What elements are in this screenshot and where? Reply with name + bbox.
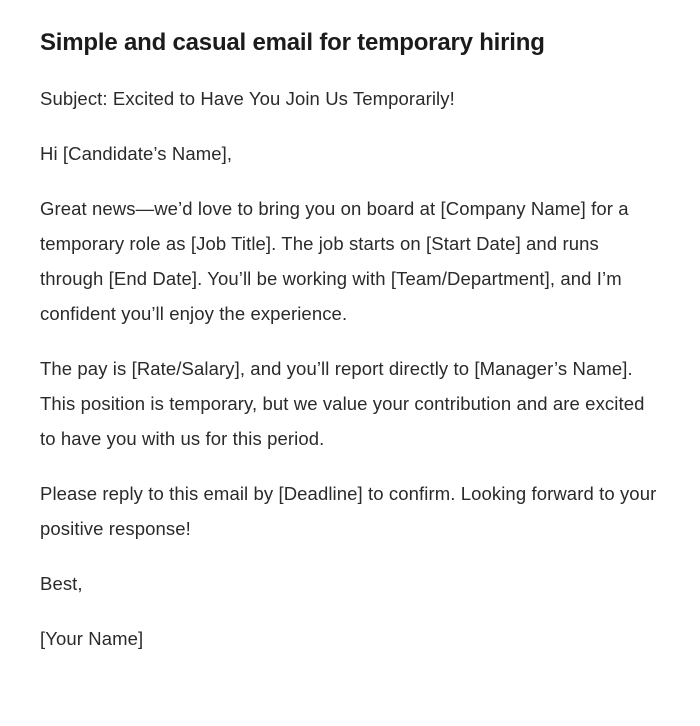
email-closing-paragraph: Please reply to this email by [Deadline] to confirm. Looking forward to your positive response! — [40, 483, 657, 539]
email-signature: [Your Name] — [40, 628, 144, 649]
email-sign-off: Best, — [40, 573, 83, 594]
email-subject-line: Subject: Excited to Have You Join Us Temporarily! — [40, 88, 455, 109]
email-body-paragraph-1: Great news—we’d love to bring you on board at [Company Name] for a temporary role as [Job Title]. The job starts on [Start Date] and runs through [End Date]. You’ll be working with [Team/Department], and I’m confident you’ll enjoy the experience. — [40, 198, 629, 324]
email-body-paragraph-2: The pay is [Rate/Salary], and you’ll report directly to [Manager’s Name]. This position is temporary, but we value your contribution and are excited to have you with us for this period. — [40, 358, 645, 449]
email-greeting: Hi [Candidate’s Name], — [40, 143, 233, 164]
article-title: Simple and casual email for temporary hiring — [40, 29, 545, 56]
